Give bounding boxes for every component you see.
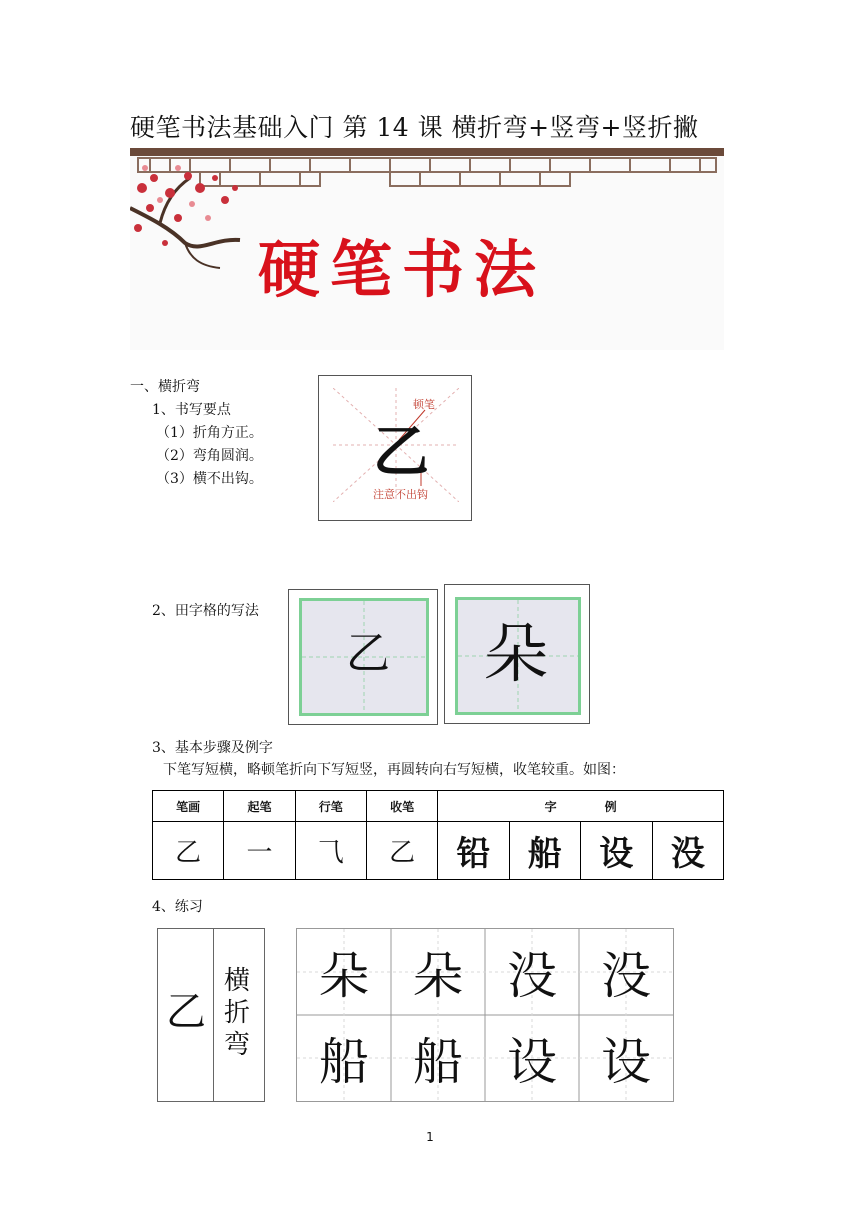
plum-blossom-branch bbox=[130, 165, 240, 268]
tianzige-char-2: 朵 bbox=[484, 618, 548, 692]
label-dunbi: 顿笔 bbox=[413, 398, 435, 411]
cell-qibi: 一 bbox=[224, 822, 295, 880]
section4-heading: 4、练习 bbox=[152, 899, 203, 915]
label-no-hook: 注意不出钩 bbox=[373, 488, 428, 501]
document-title: 硬笔书法基础入门 第 14 课 横折弯+竖弯+竖折撇 bbox=[130, 113, 699, 142]
cell-example-4: 没 bbox=[652, 822, 723, 880]
tianzige-char-1: 乙 bbox=[346, 628, 390, 679]
col-header-xingbi: 行笔 bbox=[295, 791, 366, 822]
banner-title: 硬笔书法 bbox=[258, 233, 547, 306]
page-number: 1 bbox=[426, 1130, 434, 1144]
cell-example-3: 设 bbox=[581, 822, 652, 880]
section3-description: 下笔写短横，略顿笔折向下写短竖，再圆转向右写短横，收笔较重。如图： bbox=[163, 762, 625, 778]
practice-char-1: 朵 bbox=[319, 947, 369, 1005]
col-header-qibi: 起笔 bbox=[224, 791, 295, 822]
stroke-diagram bbox=[318, 375, 472, 521]
practice-grid bbox=[296, 928, 674, 1102]
cell-xingbi: ⺄ bbox=[295, 822, 366, 880]
stroke-glyph: 乙 bbox=[373, 419, 429, 485]
point-2: （2）弯角圆润。 bbox=[156, 448, 263, 464]
practice-char-6: 船 bbox=[413, 1033, 463, 1091]
practice-stroke-glyph: 乙 bbox=[166, 989, 206, 1035]
col-header-shoubi: 收笔 bbox=[366, 791, 437, 822]
stroke-name-3: 弯 bbox=[224, 1030, 251, 1060]
cell-example-1: 铅 bbox=[438, 822, 509, 880]
col-header-stroke: 笔画 bbox=[153, 791, 224, 822]
stroke-steps-table bbox=[152, 790, 724, 880]
banner-image bbox=[130, 148, 724, 350]
cell-shoubi: 乙 bbox=[366, 822, 437, 880]
tianzige-example-2 bbox=[444, 584, 590, 724]
stroke-name-2: 折 bbox=[224, 998, 251, 1028]
col-header-examples: 字 例 bbox=[438, 791, 724, 822]
section2-heading: 2、田字格的写法 bbox=[152, 603, 259, 619]
point-1: （1）折角方正。 bbox=[156, 425, 263, 441]
practice-char-7: 设 bbox=[507, 1033, 557, 1091]
cell-example-2: 船 bbox=[509, 822, 580, 880]
practice-char-2: 朵 bbox=[413, 947, 463, 1005]
section3-heading: 3、基本步骤及例字 bbox=[152, 740, 273, 756]
practice-stroke-card bbox=[157, 928, 265, 1102]
section1-heading: 一、横折弯 bbox=[130, 379, 200, 395]
section1-subheading: 1、书写要点 bbox=[152, 402, 231, 418]
practice-char-4: 没 bbox=[601, 947, 651, 1005]
point-3: （3）横不出钩。 bbox=[156, 471, 263, 487]
stroke-name-1: 横 bbox=[224, 966, 251, 996]
practice-char-3: 没 bbox=[507, 947, 557, 1005]
practice-char-5: 船 bbox=[319, 1033, 369, 1091]
cell-stroke: 乙 bbox=[153, 822, 224, 880]
tianzige-example-1 bbox=[288, 589, 438, 725]
practice-char-8: 设 bbox=[601, 1033, 651, 1091]
